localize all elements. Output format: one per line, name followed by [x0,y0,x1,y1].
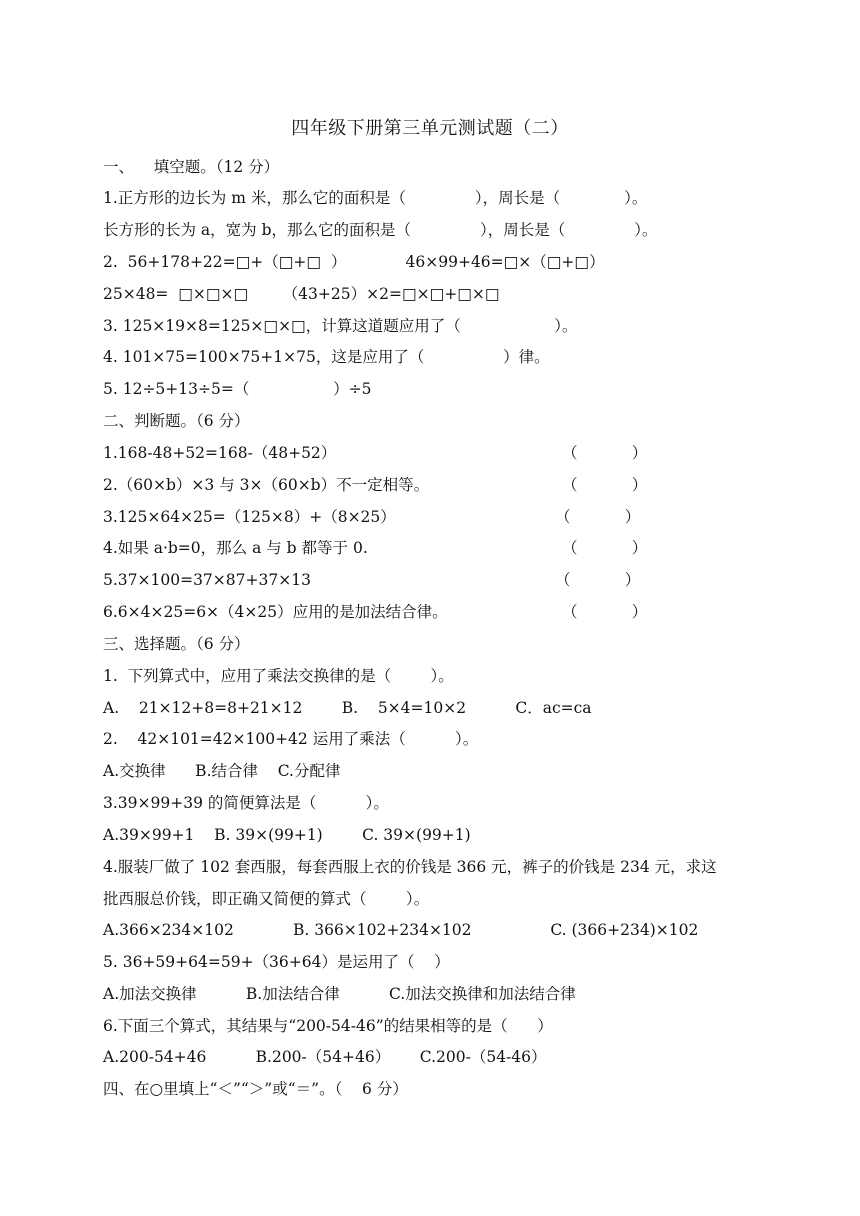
judge-answer-blank-3[interactable]: （ ） [555,508,641,526]
fill-item-2b: 25×48= □×□×□ （43+25）×2=□×□+□×□ [103,285,500,303]
fill-item-1: 1.正方形的边长为 m 米，那么它的面积是（ ），周长是（ ）。 [103,189,648,207]
page-title: 四年级下册第三单元测试题（二） [291,118,569,139]
judge-item-5: 5.37×100=37×87+37×13 [103,571,311,589]
judge-item-6: 6.6×4×25=6×（4×25）应用的是加法结合律。 [103,603,448,621]
choice-question-4-cont: 批西服总价钱，即正确又简便的算式（ ）。 [103,890,430,908]
section-choice-heading: 三、选择题。（6 分） [103,635,250,653]
judge-answer-blank-4[interactable]: （ ） [562,539,648,557]
judge-item-4: 4.如果 a·b=0，那么 a 与 b 都等于 0. [103,539,368,557]
judge-item-2: 2.（60×b）×3 与 3×（60×b）不一定相等。 [103,476,430,494]
judge-answer-blank-5[interactable]: （ ） [555,571,641,589]
choice-options-1: A. 21×12+8=8+21×12 B. 5×4=10×2 C．ac=ca [103,699,592,717]
judge-answer-blank-1[interactable]: （ ） [562,444,648,462]
fill-item-5: 5. 12÷5+13÷5=（ ）÷5 [103,380,372,398]
choice-question-5: 5. 36+59+64=59+（36+64）是运用了（ ） [103,953,450,971]
judge-answer-blank-6[interactable]: （ ） [562,603,648,621]
judge-answer-blank-2[interactable]: （ ） [562,476,648,494]
choice-question-3: 3.39×99+39 的简便算法是（ ）。 [103,794,389,812]
choice-question-2: 2. 42×101=42×100+42 运用了乘法（ ）。 [103,730,479,748]
fill-item-1b: 长方形的长为 a，宽为 b，那么它的面积是（ ），周长是（ ）。 [103,221,658,239]
choice-options-3: A.39×99+1 B. 39×(99+1) C. 39×(99+1) [103,826,471,844]
section-judge-heading: 二、判断题。（6 分） [103,412,250,430]
choice-options-2: A.交换律 B.结合律 C.分配律 [103,762,341,780]
judge-item-3: 3.125×64×25=（125×8）+（8×25） [103,508,396,526]
section-fill-heading: 一、 填空题。（12 分） [103,158,280,176]
judge-item-1: 1.168-48+52=168-（48+52） [103,444,337,462]
choice-options-4: A.366×234×102 B. 366×102+234×102 C. (366+234)×102 [103,921,699,939]
choice-options-5: A.加法交换律 B.加法结合律 C.加法交换律和加法结合律 [103,985,576,1003]
fill-item-2: 2. 56+178+22=□+（□+□ ） 46×99+46=□×（□+□） [103,253,605,271]
section-compare-heading: 四、在○里填上“＜”“＞”或“＝”。（ 6 分） [103,1080,408,1098]
choice-options-6: A.200-54+46 B.200-（54+46） C.200-（54-46） [103,1048,547,1066]
choice-question-1: 1. 下列算式中，应用了乘法交换律的是（ ）。 [103,667,454,685]
choice-question-6: 6.下面三个算式，其结果与“200-54-46”的结果相等的是（ ） [103,1017,553,1035]
fill-item-3: 3. 125×19×8=125×□×□，计算这道题应用了（ ）。 [103,317,578,335]
fill-item-4: 4. 101×75=100×75+1×75，这是应用了（ ）律。 [103,348,550,366]
choice-question-4: 4.服装厂做了 102 套西服，每套西服上衣的价钱是 366 元，裤子的价钱是 234 元，求这 [103,858,717,876]
